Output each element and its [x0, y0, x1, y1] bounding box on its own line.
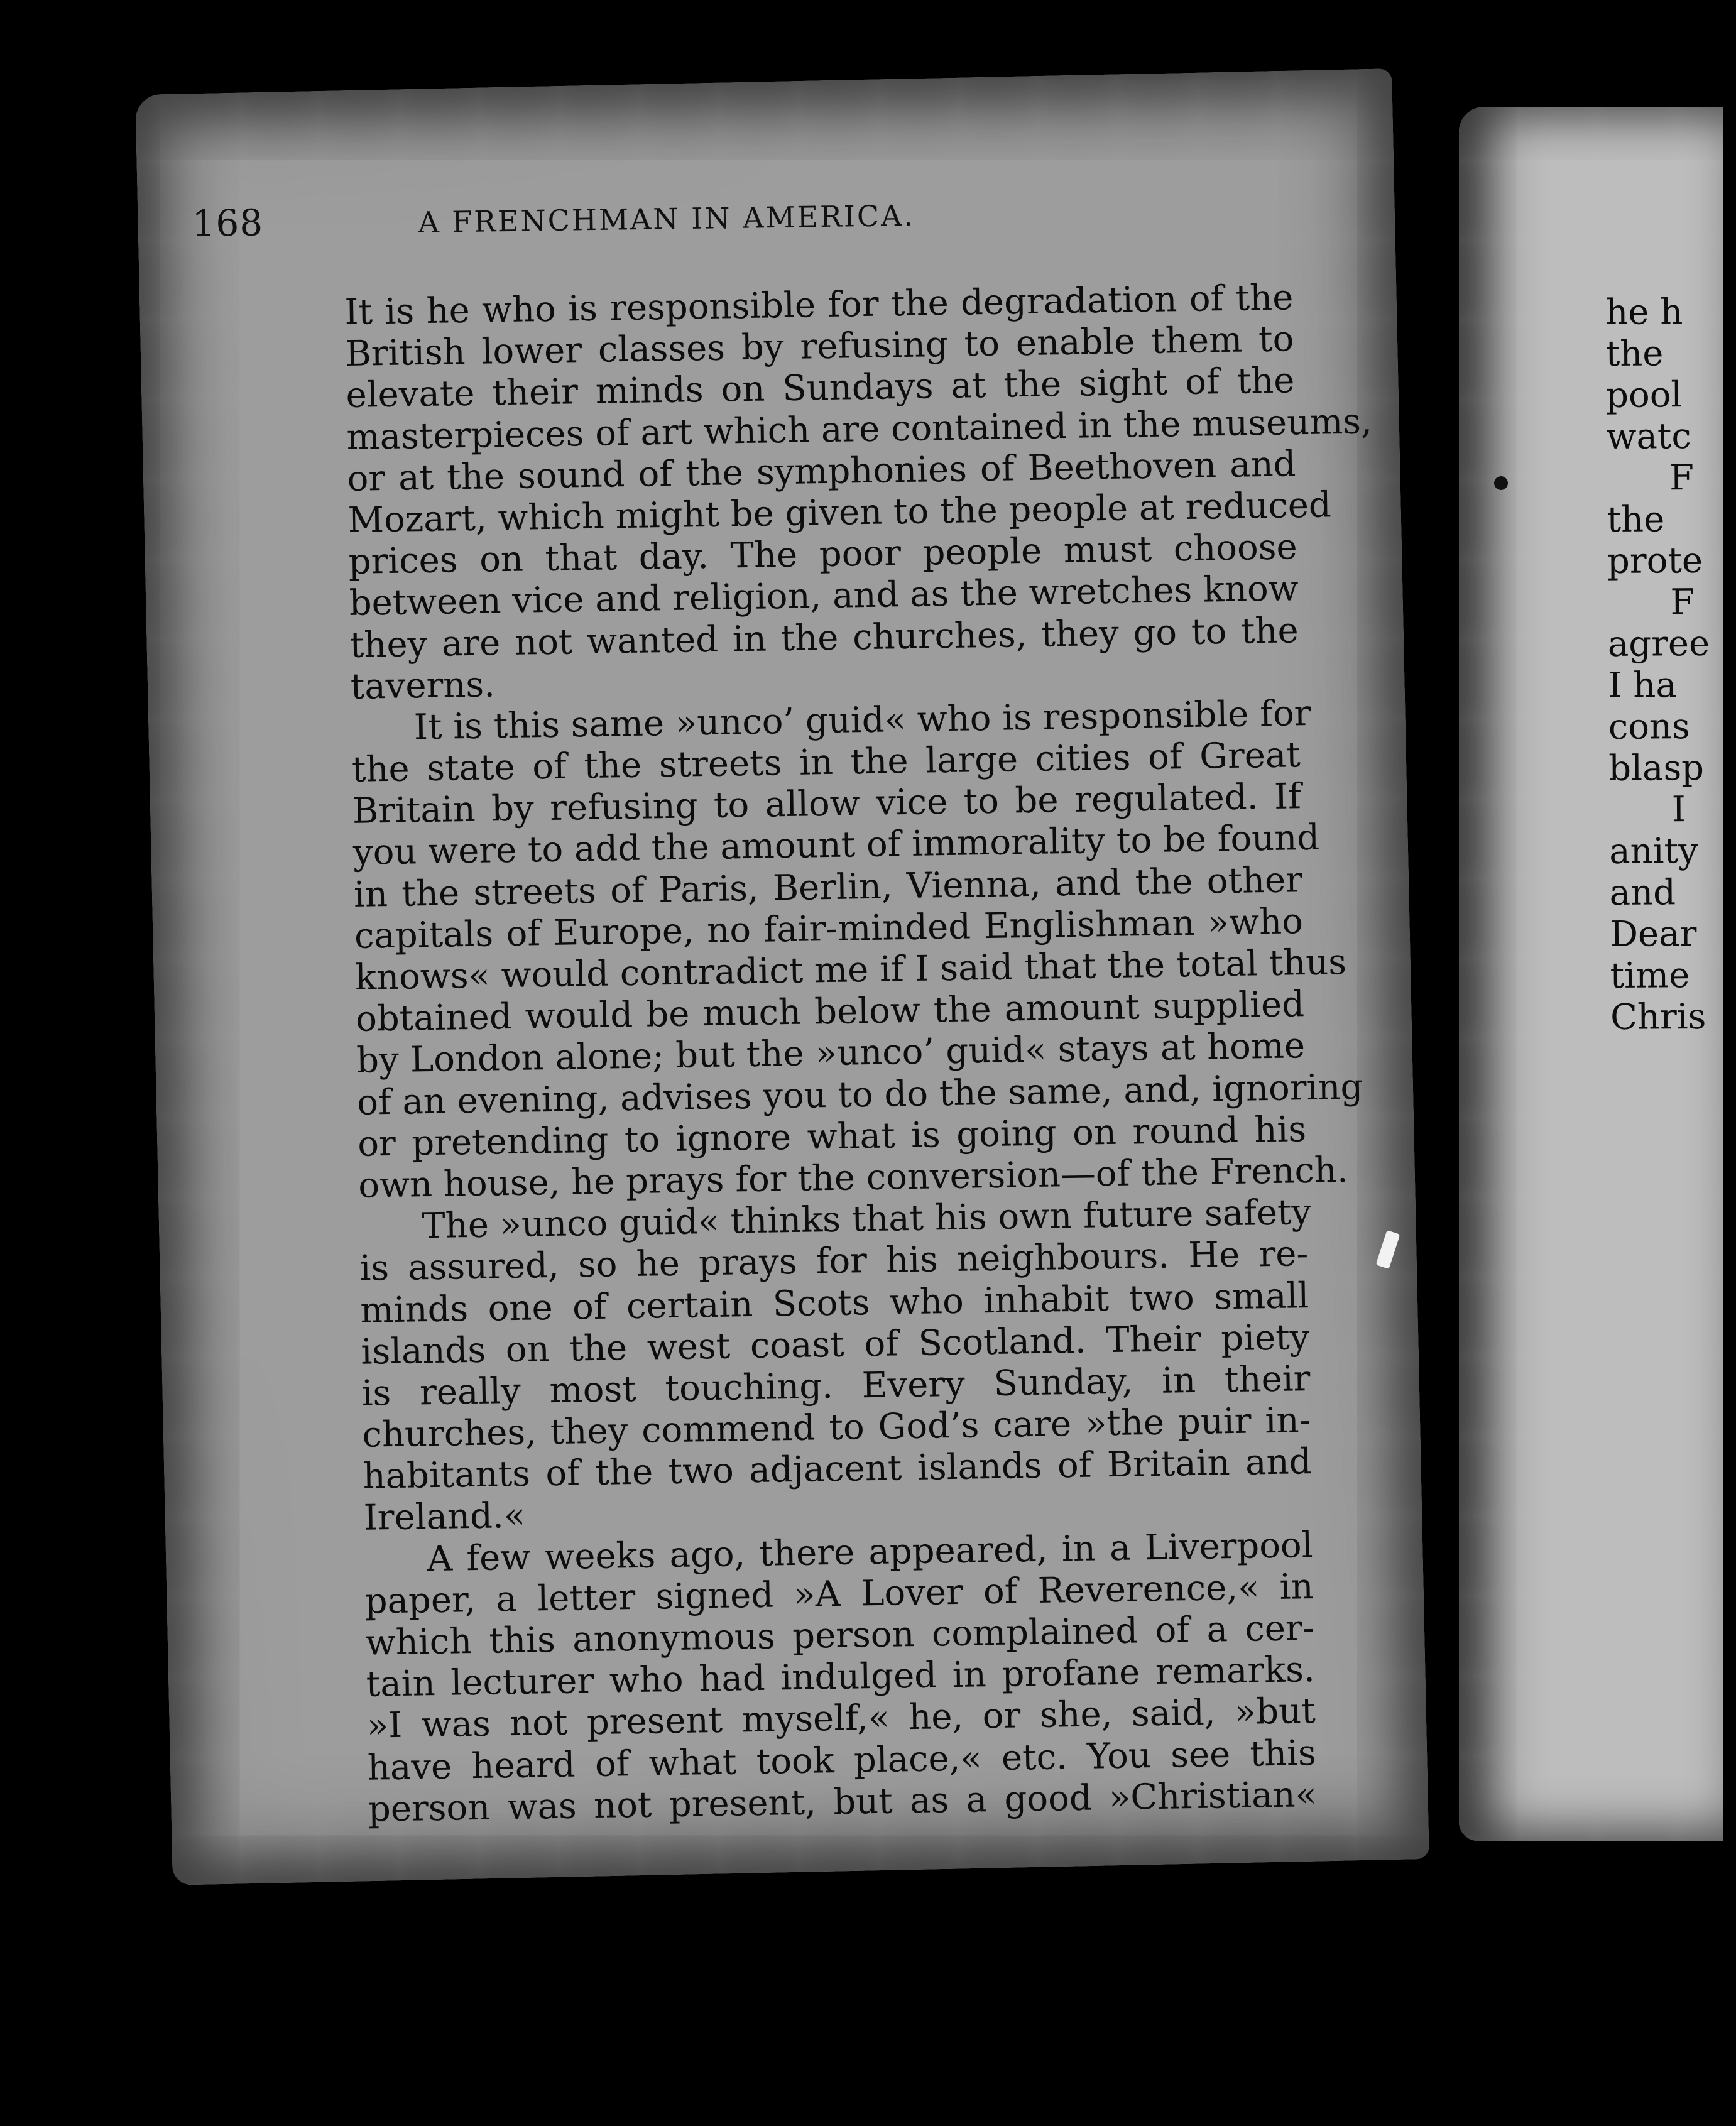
text-line: Britain by refusing to allow vice to be regulated. If: [352, 776, 1302, 832]
facing-line: he h: [1605, 292, 1683, 333]
text-line: the state of the streets in the large cities of Great: [351, 734, 1301, 790]
facing-line: F: [1669, 457, 1695, 499]
text-line: is assured, so he prays for his neighbours. He re-: [359, 1233, 1309, 1290]
facing-line: F: [1670, 582, 1695, 623]
text-line: minds one of certain Scots who inhabit two small: [359, 1275, 1309, 1331]
facing-line: the: [1607, 499, 1665, 540]
text-line: person was not present, but as a good »Christian«: [368, 1774, 1318, 1830]
facing-line: Chris: [1610, 996, 1706, 1038]
text-line: by London alone; but the »unco’ guid« stays at home: [356, 1025, 1306, 1082]
body-text: [344, 277, 1373, 1830]
facing-line: pool: [1605, 374, 1683, 416]
facing-line: anity: [1608, 830, 1698, 872]
text-line: which this anonymous person complained of a cer-: [365, 1608, 1315, 1664]
facing-line: watc: [1606, 416, 1692, 457]
text-line: in the streets of Paris, Berlin, Vienna, and the other: [353, 859, 1303, 915]
text-line: of an evening, advises you to do the same, and, ignoring: [356, 1066, 1363, 1123]
facing-line: I: [1671, 789, 1686, 831]
text-line: Ireland.«: [363, 1495, 526, 1539]
facing-line: and: [1609, 872, 1676, 913]
text-line: »I was not present myself,« he, or she, said, »but: [366, 1691, 1316, 1747]
facing-page-text: [1605, 292, 1736, 1038]
text-line: they are not wanted in the churches, they go to the: [349, 609, 1299, 666]
text-line: A few weeks ago, there appeared, in a Liverpool: [427, 1524, 1314, 1579]
text-line: It is he who is responsible for the degradation of the: [344, 277, 1294, 333]
text-line: is really most touching. Every Sunday, in their: [361, 1358, 1311, 1414]
text-line: you were to add the amount of immorality to be found: [352, 817, 1320, 874]
text-line: habitants of the two adjacent islands of Britain and: [363, 1441, 1312, 1498]
text-line: islands on the west coast of Scotland. Their piety: [360, 1316, 1310, 1373]
text-line: or pretending to ignore what is going on round his: [357, 1108, 1307, 1165]
text-line: prices on that day. The poor people must choose: [348, 526, 1298, 583]
text-line: obtained would be much below the amount supplied: [355, 984, 1305, 1040]
text-line: have heard of what took place,« etc. You see this: [367, 1732, 1317, 1789]
page-number: 168: [192, 201, 264, 245]
facing-line: Dear: [1609, 913, 1697, 955]
facing-line: time: [1610, 955, 1690, 996]
text-line: Mozart, which might be given to the people at reduced: [347, 484, 1332, 541]
text-line: elevate their minds on Sundays at the sight of the: [346, 360, 1295, 417]
facing-line: prote: [1607, 540, 1703, 582]
text-line: British lower classes by refusing to enable them to: [345, 319, 1294, 375]
text-line: capitals of Europe, no fair-minded Englishman »who: [354, 900, 1304, 957]
facing-line: cons: [1608, 706, 1690, 748]
text-line: paper, a letter signed »A Lover of Reverence,« in: [364, 1566, 1314, 1622]
text-line: or at the sound of the symphonies of Beethoven and: [347, 443, 1296, 499]
text-line: masterpieces of art which are contained in the museums,: [346, 400, 1373, 458]
facing-line: I ha: [1608, 665, 1677, 706]
text-line: It is this same »unco’ guid« who is responsible for: [413, 692, 1311, 748]
facing-line: blasp: [1608, 747, 1705, 789]
facing-line: the: [1605, 333, 1664, 374]
text-line: between vice and religion, and as the wretches know: [349, 568, 1299, 624]
facing-line: agree: [1607, 623, 1710, 665]
running-title: A FRENCHMAN IN AMERICA.: [418, 198, 915, 239]
text-line: taverns.: [350, 664, 496, 707]
text-line: own house, he prays for the conversion—of the French.: [358, 1150, 1349, 1206]
text-line: The »unco guid« thinks that his own future safety: [421, 1192, 1312, 1247]
ink-dot: [1494, 476, 1508, 490]
text-line: tain lecturer who had indulged in profane remarks.: [366, 1649, 1316, 1705]
text-line: knows« would contradict me if I said that the total thus: [354, 942, 1347, 998]
text-line: churches, they commend to God’s care »the puir in-: [362, 1400, 1311, 1456]
